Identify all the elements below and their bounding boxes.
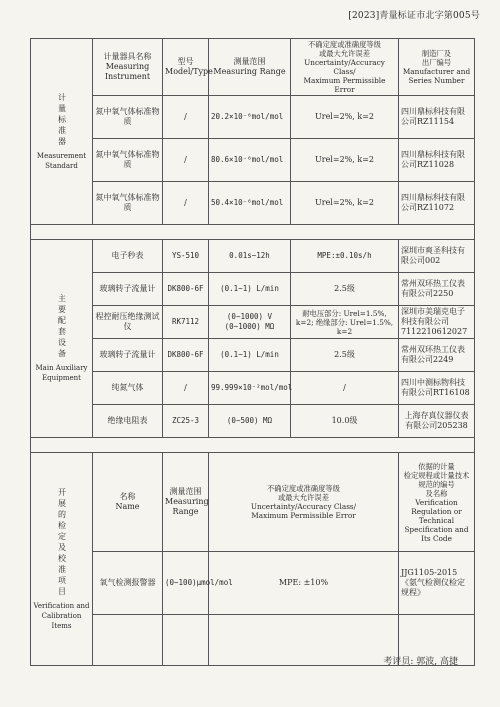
equipment-name: 程控耐压绝缘测试仪 bbox=[93, 306, 163, 339]
equipment-uncertainty: 2.5级 bbox=[291, 273, 399, 306]
equipment-model: RK7112 bbox=[163, 306, 209, 339]
cal-header-regulation: 依据的计量 检定规程或计量技术规范的编号 及名称 Verification Regulation or Technical Specification and Its Code bbox=[399, 453, 475, 552]
equipment-range: 99.999×10⁻²mol/mol bbox=[209, 372, 291, 405]
calibration-row bbox=[31, 552, 475, 615]
standards-section-label: 计量标准器 Measurement Standard bbox=[31, 39, 93, 225]
equipment-row bbox=[31, 306, 475, 339]
header-uncertainty: 不确定度或准确度等级 或最大允许误差 Uncertainty/Accuracy Class/ Maximum Permissible Error bbox=[291, 39, 399, 96]
equipment-uncertainty: 2.5级 bbox=[291, 339, 399, 372]
standard-row bbox=[31, 182, 475, 225]
standard-row bbox=[31, 139, 475, 182]
equipment-model: YS-510 bbox=[163, 240, 209, 273]
standard-manufacturer: 四川鼎标科技有限公司RZ11154 bbox=[399, 96, 475, 139]
equipment-uncertainty: 10.0级 bbox=[291, 405, 399, 438]
equipment-range: (0~500) MΩ bbox=[209, 405, 291, 438]
equipment-manufacturer: 深圳市美瑞克电子科技有限公司7112210612027 bbox=[399, 306, 475, 339]
standard-manufacturer: 四川鼎标科技有限公司RZ11072 bbox=[399, 182, 475, 225]
standard-name: 氮中氧气体标准物质 bbox=[93, 139, 163, 182]
cal-header-range: 测量范围 Measuring Range bbox=[163, 453, 209, 552]
header-model: 型号 Model/Type bbox=[163, 39, 209, 96]
header-range: 测量范围 Measuring Range bbox=[209, 39, 291, 96]
equipment-manufacturer: 常州双环热工仪表有限公司2250 bbox=[399, 273, 475, 306]
standard-model: / bbox=[163, 182, 209, 225]
header-name: 计量器具名称 Measuring Instrument bbox=[93, 39, 163, 96]
standard-range: 20.2×10⁻⁶mol/mol bbox=[209, 96, 291, 139]
equipment-uncertainty: MPE:±0.10s/h bbox=[291, 240, 399, 273]
equipment-name: 玻璃转子流量计 bbox=[93, 273, 163, 306]
standard-model: / bbox=[163, 96, 209, 139]
standard-uncertainty: Urel=2%, k=2 bbox=[291, 139, 399, 182]
standard-manufacturer: 四川鼎标科技有限公司RZ11028 bbox=[399, 139, 475, 182]
certificate-table bbox=[30, 38, 475, 666]
equipment-uncertainty: 耐电压部分: Urel=1.5%, k=2; 绝缘部分: Urel=1.5%, k=2 bbox=[291, 306, 399, 339]
cal-header-uncertainty: 不确定度或准确度等级 或最大允许误差 Uncertainty/Accuracy Class/ Maximum Permissible Error bbox=[209, 453, 399, 552]
equipment-model: ZC25-3 bbox=[163, 405, 209, 438]
standard-range: 50.4×10⁻⁶mol/mol bbox=[209, 182, 291, 225]
equipment-model: DK800-6F bbox=[163, 339, 209, 372]
equipment-range: (0.1~1) L/min bbox=[209, 339, 291, 372]
standard-range: 80.6×10⁻⁶mol/mol bbox=[209, 139, 291, 182]
equipment-name: 纯氮气体 bbox=[93, 372, 163, 405]
equipment-name: 绝缘电阻表 bbox=[93, 405, 163, 438]
calibration-section-label: 开展的检定及校准项目 Verification and Calibration Items bbox=[31, 453, 93, 666]
standard-uncertainty: Urel=2%, k=2 bbox=[291, 182, 399, 225]
equipment-range: (0~1000) V (0~1000) MΩ bbox=[209, 306, 291, 339]
equipment-section-label: 主要配套设备 Main Auxiliary Equipment bbox=[31, 240, 93, 438]
certificate-number: [2023]青量标证市北字第005号 bbox=[348, 11, 480, 21]
cal-header-name: 名称 Name bbox=[93, 453, 163, 552]
header-manufacturer: 制造厂及 出厂编号 Manufacturer and Series Number bbox=[399, 39, 475, 96]
equipment-uncertainty: / bbox=[291, 372, 399, 405]
equipment-manufacturer: 上海存真仪器仪表有限公司205238 bbox=[399, 405, 475, 438]
equipment-model: DK800-6F bbox=[163, 273, 209, 306]
equipment-row bbox=[31, 273, 475, 306]
calibration-regulation: JJG1105-2015《氨气检测仪检定规程》 bbox=[399, 552, 475, 615]
equipment-row bbox=[31, 372, 475, 405]
calibration-name: 氧气检测报警器 bbox=[93, 552, 163, 615]
equipment-manufacturer: 四川中测标物科技有限公司RT16108 bbox=[399, 372, 475, 405]
standard-model: / bbox=[163, 139, 209, 182]
equipment-model: / bbox=[163, 372, 209, 405]
reviewers: 考评员: 郭波, 高捷 bbox=[383, 657, 458, 667]
equipment-range: 0.01s~12h bbox=[209, 240, 291, 273]
equipment-range: (0.1~1) L/min bbox=[209, 273, 291, 306]
equipment-row bbox=[31, 240, 475, 273]
equipment-name: 玻璃转子流量计 bbox=[93, 339, 163, 372]
equipment-row bbox=[31, 405, 475, 438]
calibration-uncertainty: MPE: ±10% bbox=[209, 552, 399, 615]
standard-name: 氮中氧气体标准物质 bbox=[93, 182, 163, 225]
equipment-manufacturer: 常州双环热工仪表有限公司2249 bbox=[399, 339, 475, 372]
standard-name: 氮中氧气体标准物质 bbox=[93, 96, 163, 139]
equipment-name: 电子秒表 bbox=[93, 240, 163, 273]
standard-row bbox=[31, 96, 475, 139]
standard-uncertainty: Urel=2%, k=2 bbox=[291, 96, 399, 139]
calibration-range: (0~100)μmol/mol bbox=[163, 552, 209, 615]
equipment-manufacturer: 深圳市爽圣科技有限公司002 bbox=[399, 240, 475, 273]
equipment-row bbox=[31, 339, 475, 372]
